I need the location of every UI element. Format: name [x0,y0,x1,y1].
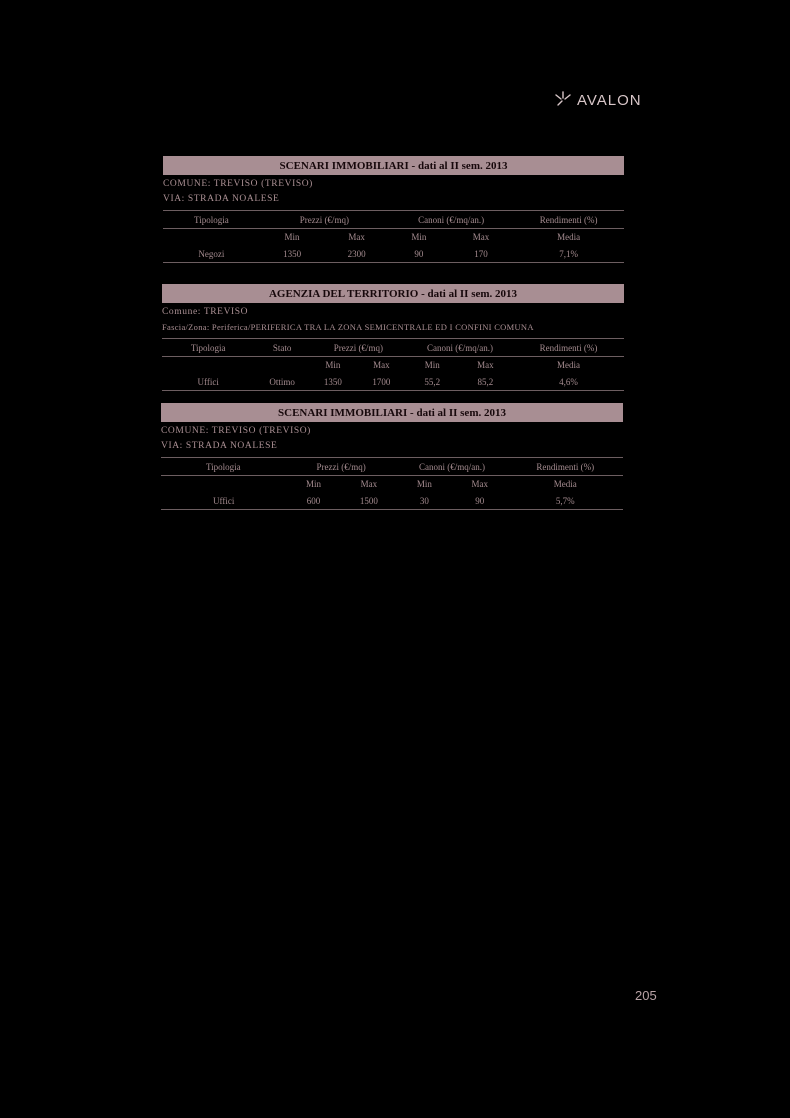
table-subheader-row [161,476,623,493]
cell-tipologia: Uffici [161,492,286,510]
comune-line: COMUNE: TREVISO (TREVISO) [163,179,313,189]
table-header-row [163,211,624,229]
sub-prezzi-max: Max [373,360,390,370]
header-tipologia: Tipologia [161,458,286,476]
sub-canoni-min: Min [411,232,427,242]
cell-canoni-max: 170 [449,245,514,263]
sub-media: Media [557,232,581,242]
via-line: VIA: STRADA NOALESE [161,441,278,451]
cell-stato: Ottimo [254,373,309,391]
sub-prezzi-min: Min [305,479,321,489]
table-header-row [162,339,624,357]
comune-line: Comune: TREVISO [162,307,249,317]
cell-canoni-min: 30 [397,492,452,510]
star-burst-icon [553,90,573,110]
table-row [162,373,624,391]
cell-prezzi-max: 2300 [324,245,389,263]
cell-prezzi-min: 1350 [310,373,356,391]
data-table [162,338,624,391]
header-canoni: Canoni (€/mq/an.) [397,458,508,476]
cell-prezzi-max: 1500 [341,492,396,510]
header-tipologia: Tipologia [163,211,260,229]
header-prezzi: Prezzi (€/mq) [286,458,397,476]
cell-media: 5,7% [507,492,623,510]
sub-canoni-max: Max [471,479,489,489]
cell-tipologia: Negozi [163,245,260,263]
data-table [163,210,624,263]
table-title: AGENZIA DEL TERRITORIO - dati al II sem. 2013 [162,284,624,303]
header-rendimenti: Rendimenti (%) [513,339,624,357]
sub-prezzi-min: Min [284,232,300,242]
table-header-row [161,458,623,476]
header-tipologia: Tipologia [162,339,254,357]
cell-canoni-max: 85,2 [458,373,513,391]
header-canoni: Canoni (€/mq/an.) [407,339,513,357]
table-row [163,245,624,263]
agenzia-territorio-table-uffici [162,284,624,391]
table-title: SCENARI IMMOBILIARI - dati al II sem. 2013 [163,156,624,175]
fascia-zona-line: Fascia/Zona: Periferica/PERIFERICA TRA LA ZONA SEMICENTRALE ED I CONFINI COMUNA [162,322,534,332]
scenari-immobiliari-table-negozi [163,156,624,263]
sub-canoni-min: Min [424,360,440,370]
scenari-immobiliari-table-uffici [161,403,623,510]
sub-prezzi-min: Min [325,360,341,370]
header-rendimenti: Rendimenti (%) [513,211,624,229]
table-subheader-row [162,357,624,374]
sub-canoni-min: Min [416,479,432,489]
brand-name: AVALON [577,91,642,109]
page-number: 205 [635,988,657,1003]
cell-canoni-min: 55,2 [407,373,458,391]
cell-prezzi-min: 1350 [260,245,325,263]
cell-canoni-min: 90 [389,245,449,263]
cell-tipologia: Uffici [162,373,254,391]
sub-media: Media [557,360,581,370]
sub-prezzi-max: Max [360,479,378,489]
header-prezzi: Prezzi (€/mq) [310,339,407,357]
sub-media: Media [553,479,577,489]
header-stato: Stato [254,339,309,357]
cell-prezzi-min: 600 [286,492,341,510]
comune-line: COMUNE: TREVISO (TREVISO) [161,426,311,436]
table-title: SCENARI IMMOBILIARI - dati al II sem. 2013 [161,403,623,422]
via-line: VIA: STRADA NOALESE [163,194,280,204]
cell-media: 4,6% [513,373,624,391]
table-subheader-row [163,229,624,246]
data-table [161,457,623,510]
brand-logo [553,90,642,110]
cell-media: 7,1% [513,245,624,263]
table-row [161,492,623,510]
cell-prezzi-max: 1700 [356,373,407,391]
header-prezzi: Prezzi (€/mq) [260,211,389,229]
header-canoni: Canoni (€/mq/an.) [389,211,513,229]
sub-canoni-max: Max [477,360,494,370]
sub-prezzi-max: Max [348,232,365,242]
cell-canoni-max: 90 [452,492,507,510]
header-rendimenti: Rendimenti (%) [507,458,623,476]
sub-canoni-max: Max [472,232,490,242]
